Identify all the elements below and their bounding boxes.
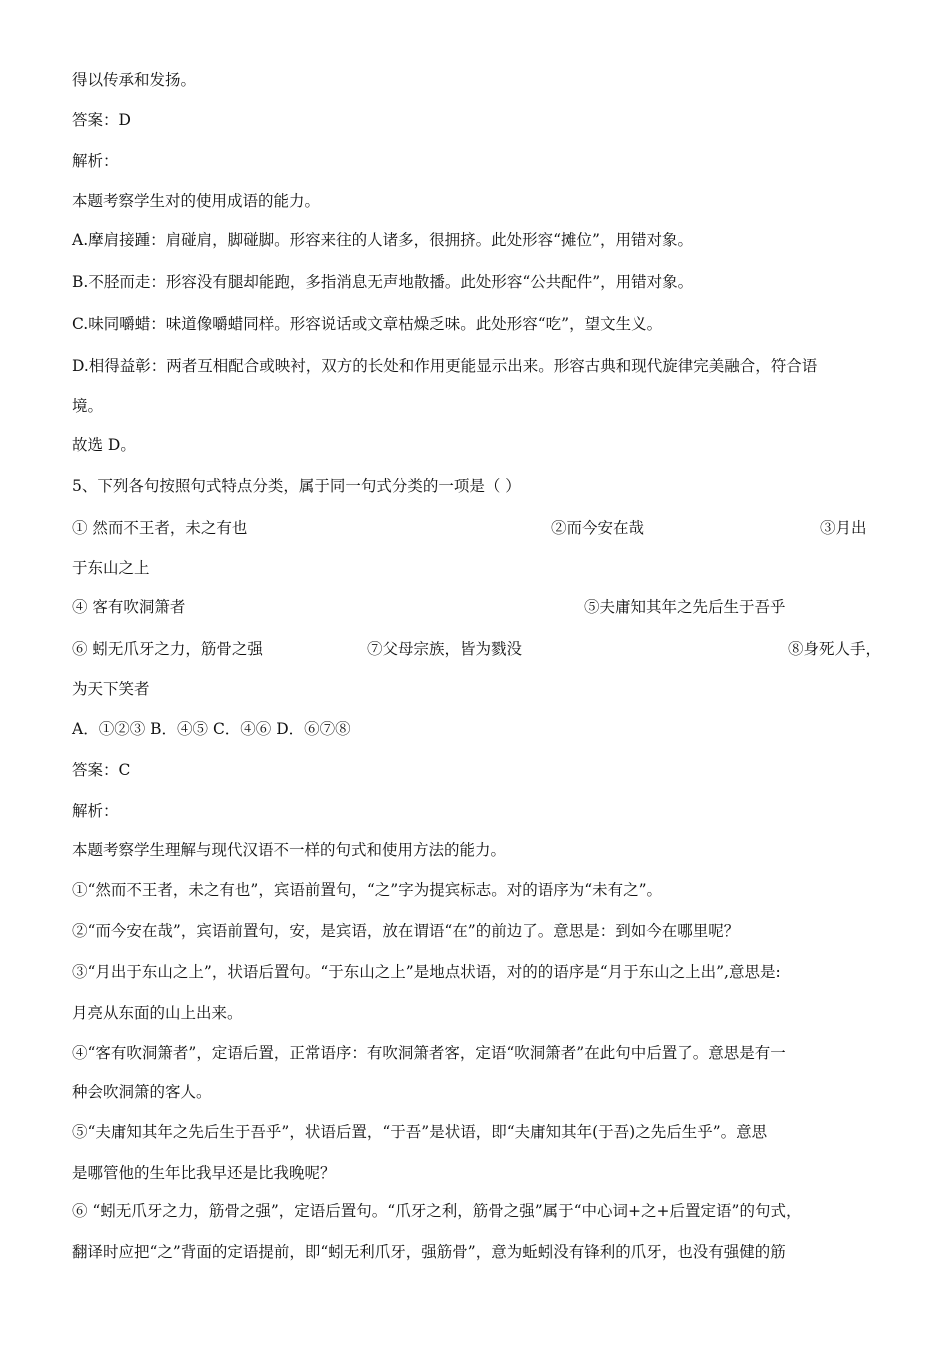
text-line: 本题考察学生对的使用成语的能力。	[72, 192, 321, 210]
explanation-line: 种会吹洞箫的客人。	[72, 1083, 212, 1101]
sentence-item: ②而今安在哉	[551, 519, 645, 537]
answer-line: 答案：C	[72, 761, 131, 779]
explanation-line: ⑤“夫庸知其年之先后生于吾乎”，状语后置，“于吾”是状语，即“夫庸知其年(于吾)之先后生乎”。意思	[72, 1123, 768, 1141]
answer-line: 答案：D	[72, 111, 131, 129]
option-explanation: A.摩肩接踵：肩碰肩，脚碰脚。形容来往的人诸多，很拥挤。此处形容“摊位”，用错对象。	[72, 231, 693, 249]
option-explanation: D.相得益彰：两者互相配合或映衬，双方的长处和作用更能显示出来。形容古典和现代旋律完美融合，符合语	[72, 357, 818, 375]
text-line: 得以传承和发扬。	[72, 71, 197, 89]
conclusion-line: 故选 D。	[72, 436, 136, 454]
option-explanation: C.味同嚼蜡：味道像嚼蜡同样。形容说话或文章枯燥乏味。此处形容“吃”，望文生义。	[72, 315, 663, 333]
sentence-item: ③月出	[820, 519, 867, 537]
sentence-item: ① 然而不王者，未之有也	[72, 519, 248, 537]
sentence-item: ⑥ 蚓无爪牙之力，筋骨之强	[72, 640, 263, 658]
analysis-heading: 解析：	[72, 802, 119, 820]
explanation-line: 翻译时应把“之”背面的定语提前，即“蚓无利爪牙，强筋骨”，意为蚯蚓没有锋利的爪牙，也没有强健的筋	[72, 1243, 786, 1261]
sentence-item: ⑦父母宗族，皆为戮没	[367, 640, 523, 658]
option-explanation: B.不胫而走：形容没有腿却能跑，多指消息无声地散播。此处形容“公共配件”，用错对象。	[72, 273, 694, 291]
explanation-line: ④“客有吹洞箫者”，定语后置，正常语序：有吹洞箫者客，定语“吹洞箫者”在此句中后置了。意思是有一	[72, 1044, 786, 1062]
explanation-line: ⑥ “蚓无爪牙之力，筋骨之强”，定语后置句。“爪牙之利，筋骨之强”属于“中心词+之+后置定语”的句式，	[72, 1202, 802, 1220]
explanation-line: ③“月出于东山之上”，状语后置句。“于东山之上”是地点状语，对的的语序是“月于东山之上出”,意思是:	[72, 963, 781, 981]
sentence-item: ⑧身死人手，	[788, 640, 882, 658]
text-line: 境。	[72, 397, 104, 415]
explanation-line: ②“而今安在哉”，宾语前置句，安，是宾语，放在谓语“在”的前边了。意思是：到如今在哪里呢？	[72, 922, 740, 940]
sentence-item: ④ 客有吹洞箫者	[72, 598, 186, 616]
answer-options: A．①②③ B．④⑤ C．④⑥ D．⑥⑦⑧	[72, 720, 351, 738]
sentence-item-continued: 于东山之上	[72, 559, 150, 577]
explanation-line: 是哪管他的生年比我早还是比我晚呢？	[72, 1164, 336, 1182]
sentence-item: ⑤夫庸知其年之先后生于吾乎	[584, 598, 786, 616]
text-line: 本题考察学生理解与现代汉语不一样的句式和使用方法的能力。	[72, 841, 507, 859]
sentence-item-continued: 为天下笑者	[72, 680, 150, 698]
explanation-line: ①“然而不王者，未之有也”，宾语前置句，“之”字为提宾标志。对的语序为“未有之”。	[72, 881, 663, 899]
question-stem: 5、下列各句按照句式特点分类，属于同一句式分类的一项是（ ）	[72, 477, 521, 495]
explanation-line: 月亮从东面的山上出来。	[72, 1004, 243, 1022]
analysis-heading: 解析：	[72, 152, 119, 170]
